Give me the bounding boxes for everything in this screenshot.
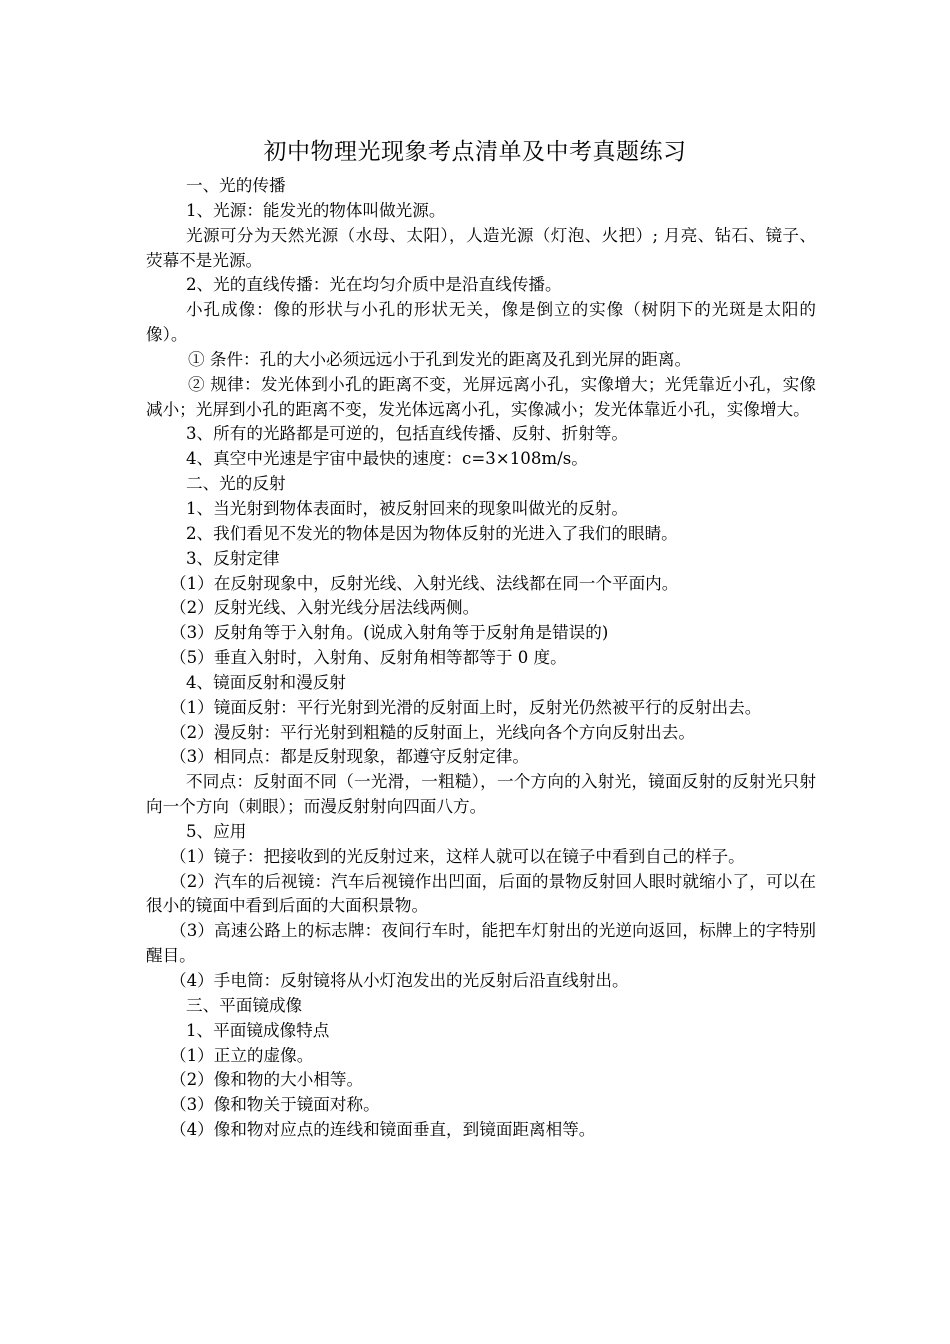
paragraph: （2）汽车的后视镜：汽车后视镜作出凹面，后面的景物反射回人眼时就缩小了，可以在很小的镜面中看到后面的大面积景物。 xyxy=(146,871,816,916)
paragraph: （5）垂直入射时，入射角、反射角相等都等于 0 度。 xyxy=(170,648,567,668)
paragraph: ② 规律：发光体到小孔的距离不变，光屏远离小孔，实像增大；光凭靠近小孔，实像减小；光屏到小孔的距离不变，发光体远离小孔，实像减小；发光体靠近小孔，实像增大。 xyxy=(146,374,816,419)
paragraph: 4、真空中光速是宇宙中最快的速度：c=3×108m/s。 xyxy=(186,449,588,469)
paragraph: 光源可分为天然光源（水母、太阳），人造光源（灯泡、火把）; 月亮、钻石、镜子、荧幕不是光源。 xyxy=(146,225,816,270)
paragraph: （3）像和物关于镜面对称。 xyxy=(170,1095,380,1115)
paragraph: （4）像和物对应点的连线和镜面垂直，到镜面距离相等。 xyxy=(170,1120,596,1140)
document-body xyxy=(146,174,816,1143)
paragraph: （3）反射角等于入射角。(说成入射角等于反射角是错误的) xyxy=(170,623,609,643)
paragraph: 2、我们看见不发光的物体是因为物体反射的光进入了我们的眼睛。 xyxy=(186,523,678,543)
paragraph: （1）镜面反射：平行光射到光滑的反射面上时，反射光仍然被平行的反射出去。 xyxy=(170,697,762,717)
paragraph: 4、镜面反射和漫反射 xyxy=(186,672,346,692)
paragraph: （1）在反射现象中，反射光线、入射光线、法线都在同一个平面内。 xyxy=(170,573,679,593)
paragraph: （2）像和物的大小相等。 xyxy=(170,1070,364,1090)
paragraph: （2）反射光线、入射光线分居法线两侧。 xyxy=(170,598,480,618)
paragraph: 2、光的直线传播：光在均匀介质中是沿直线传播。 xyxy=(186,275,562,295)
paragraph: ① 条件：孔的大小必须远远小于孔到发光的距离及孔到光屏的距离。 xyxy=(188,349,692,369)
paragraph: 三、平面镜成像 xyxy=(186,995,303,1015)
paragraph: 3、所有的光路都是可逆的，包括直线传播、反射、折射等。 xyxy=(186,424,628,444)
paragraph: 小孔成像：像的形状与小孔的形状无关，像是倒立的实像（树阴下的光斑是太阳的像）。 xyxy=(146,300,816,345)
document-title: 初中物理光现象考点清单及中考真题练习 xyxy=(263,139,687,165)
paragraph: 1、平面镜成像特点 xyxy=(186,1020,330,1040)
paragraph: 3、反射定律 xyxy=(186,548,280,568)
paragraph: 不同点：反射面不同（一光滑，一粗糙），一个方向的入射光，镜面反射的反射光只射向一个方向（刺眼）；而漫反射射向四面八方。 xyxy=(146,772,816,817)
paragraph: （2）漫反射：平行光射到粗糙的反射面上，光线向各个方向反射出去。 xyxy=(170,722,695,742)
paragraph: 1、光源：能发光的物体叫做光源。 xyxy=(186,200,446,220)
paragraph: 二、光的反射 xyxy=(186,474,286,494)
paragraph: （3）高速公路上的标志牌：夜间行车时，能把车灯射出的光逆向返回，标牌上的字特别醒目。 xyxy=(146,921,816,966)
paragraph: （1）镜子：把接收到的光反射过来，这样人就可以在镜子中看到自己的样子。 xyxy=(170,846,745,866)
paragraph: （4）手电筒：反射镜将从小灯泡发出的光反射后沿直线射出。 xyxy=(170,971,629,990)
paragraph: 1、当光射到物体表面时，被反射回来的现象叫做光的反射。 xyxy=(186,498,628,518)
paragraph: 一、光的传播 xyxy=(186,176,286,195)
paragraph: 5、应用 xyxy=(186,821,247,841)
paragraph: （1）正立的虚像。 xyxy=(170,1045,314,1065)
paragraph: （3）相同点：都是反射现象，都遵守反射定律。 xyxy=(170,747,530,767)
